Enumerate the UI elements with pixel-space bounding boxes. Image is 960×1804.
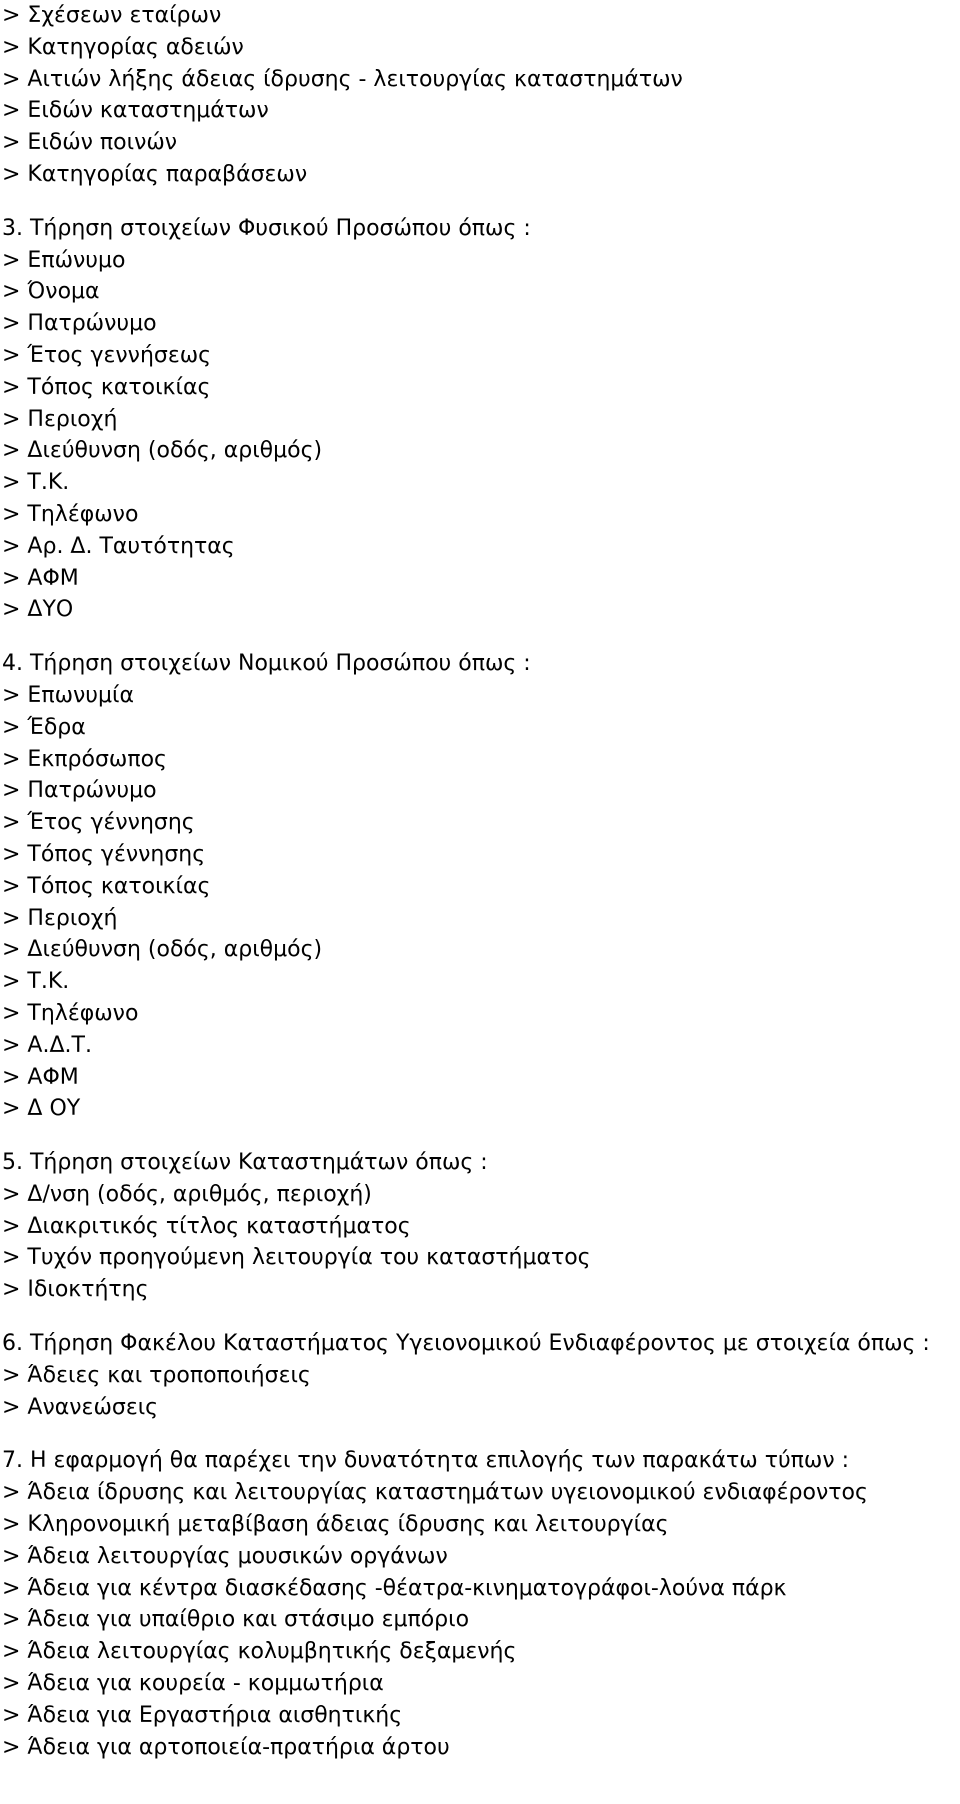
list-item: > Α.Δ.Τ. — [2, 1032, 92, 1058]
list-item: > Τόπος κατοικίας — [2, 873, 211, 899]
list-item: > Σχέσεων εταίρων — [2, 3, 222, 28]
list-item: > Άδεια λειτουργίας κολυμβητικής δεξαμενής — [2, 1639, 517, 1665]
list-item: > Περιοχή — [2, 905, 118, 931]
list-item: > Άδεια για κέντρα διασκέδασης -θέατρα-κινηματογράφοι-λούνα πάρκ — [2, 1575, 787, 1601]
list-item: > Περιοχή — [2, 406, 118, 432]
list-item: > Διεύθυνση (οδός, αριθμός) — [2, 438, 323, 464]
list-item: > ΑΦΜ — [2, 565, 79, 591]
list-item: > Ανανεώσεις — [2, 1394, 159, 1420]
section-heading: 7. Η εφαρμογή θα παρέχει την δυνατότητα επιλογής των παρακάτω τύπων : — [2, 1448, 850, 1474]
section-natural-person — [2, 213, 960, 626]
list-item: > Τόπος κατοικίας — [2, 374, 211, 400]
list-item: > Κληρονομική μεταβίβαση άδειας ίδρυσης και λειτουργίας — [2, 1512, 669, 1538]
list-item: > Έτος γέννησης — [2, 810, 195, 836]
list-item: > Εκπρόσωπος — [2, 746, 167, 772]
list-item: > Αρ. Δ. Ταυτότητας — [2, 533, 235, 559]
list-item: > Όνομα — [2, 279, 100, 305]
list-item: > Δ ΟΥ — [2, 1096, 81, 1122]
section-legal-entity — [2, 648, 960, 1125]
list-item: > Άδεια για κουρεία - κομμωτήρια — [2, 1671, 384, 1697]
list-item: > Τηλέφωνο — [2, 501, 139, 527]
list-item: > Έδρα — [2, 714, 86, 740]
section-heading: 5. Τήρηση στοιχείων Καταστημάτων όπως : — [2, 1150, 488, 1176]
list-item: > Επωνυμία — [2, 682, 134, 708]
list-item: > ΑΦΜ — [2, 1064, 79, 1090]
list-item: > Τ.Κ. — [2, 969, 70, 995]
list-item: > Πατρώνυμο — [2, 778, 157, 804]
section-stores — [2, 1147, 960, 1306]
list-item: > Ειδών ποινών — [2, 130, 178, 156]
section-store-file — [2, 1328, 960, 1423]
section-heading: 4. Τήρηση στοιχείων Νομικού Προσώπου όπως : — [2, 651, 531, 677]
section-license-types — [2, 1445, 960, 1763]
section-heading: 6. Τήρηση Φακέλου Καταστήματος Υγειονομικού Ενδιαφέροντος με στοιχεία όπως : — [2, 1331, 930, 1357]
list-item: > Επώνυμο — [2, 247, 126, 273]
list-item: > ΔΥΟ — [2, 597, 74, 623]
list-item: > Άδεια για υπαίθριο και στάσιμο εμπόριο — [2, 1607, 470, 1633]
list-item: > Διεύθυνση (οδός, αριθμός) — [2, 937, 323, 963]
list-item: > Ειδών καταστημάτων — [2, 98, 269, 124]
list-item: > Τηλέφωνο — [2, 1000, 139, 1026]
list-item: > Άδειες και τροποποιήσεις — [2, 1362, 311, 1388]
list-item: > Αιτιών λήξης άδειας ίδρυσης - λειτουργίας καταστημάτων — [2, 66, 683, 92]
list-item: > Διακριτικός τίτλος καταστήματος — [2, 1213, 411, 1239]
list-item: > Πατρώνυμο — [2, 311, 157, 337]
list-item: > Τόπος γέννησης — [2, 841, 206, 867]
list-item: > Άδεια ίδρυσης και λειτουργίας καταστημάτων υγειονομικού ενδιαφέροντος — [2, 1480, 868, 1506]
list-item: > Τυχόν προηγούμενη λειτουργία του καταστήματος — [2, 1245, 591, 1271]
section-heading: 3. Τήρηση στοιχείων Φυσικού Προσώπου όπως : — [2, 215, 531, 241]
list-item: > Άδεια για αρτοποιεία-πρατήρια άρτου — [2, 1734, 450, 1760]
list-item: > Άδεια για Εργαστήρια αισθητικής — [2, 1702, 403, 1728]
intro-list — [2, 0, 960, 191]
list-item: > Ιδιοκτήτης — [2, 1277, 149, 1303]
list-item: > Άδεια λειτουργίας μουσικών οργάνων — [2, 1543, 448, 1569]
list-item: > Τ.Κ. — [2, 470, 70, 496]
list-item: > Έτος γεννήσεως — [2, 342, 212, 368]
list-item: > Κατηγορίας αδειών — [2, 34, 244, 60]
list-item: > Δ/νση (οδός, αριθμός, περιοχή) — [2, 1181, 372, 1207]
list-item: > Κατηγορίας παραβάσεων — [2, 161, 308, 187]
